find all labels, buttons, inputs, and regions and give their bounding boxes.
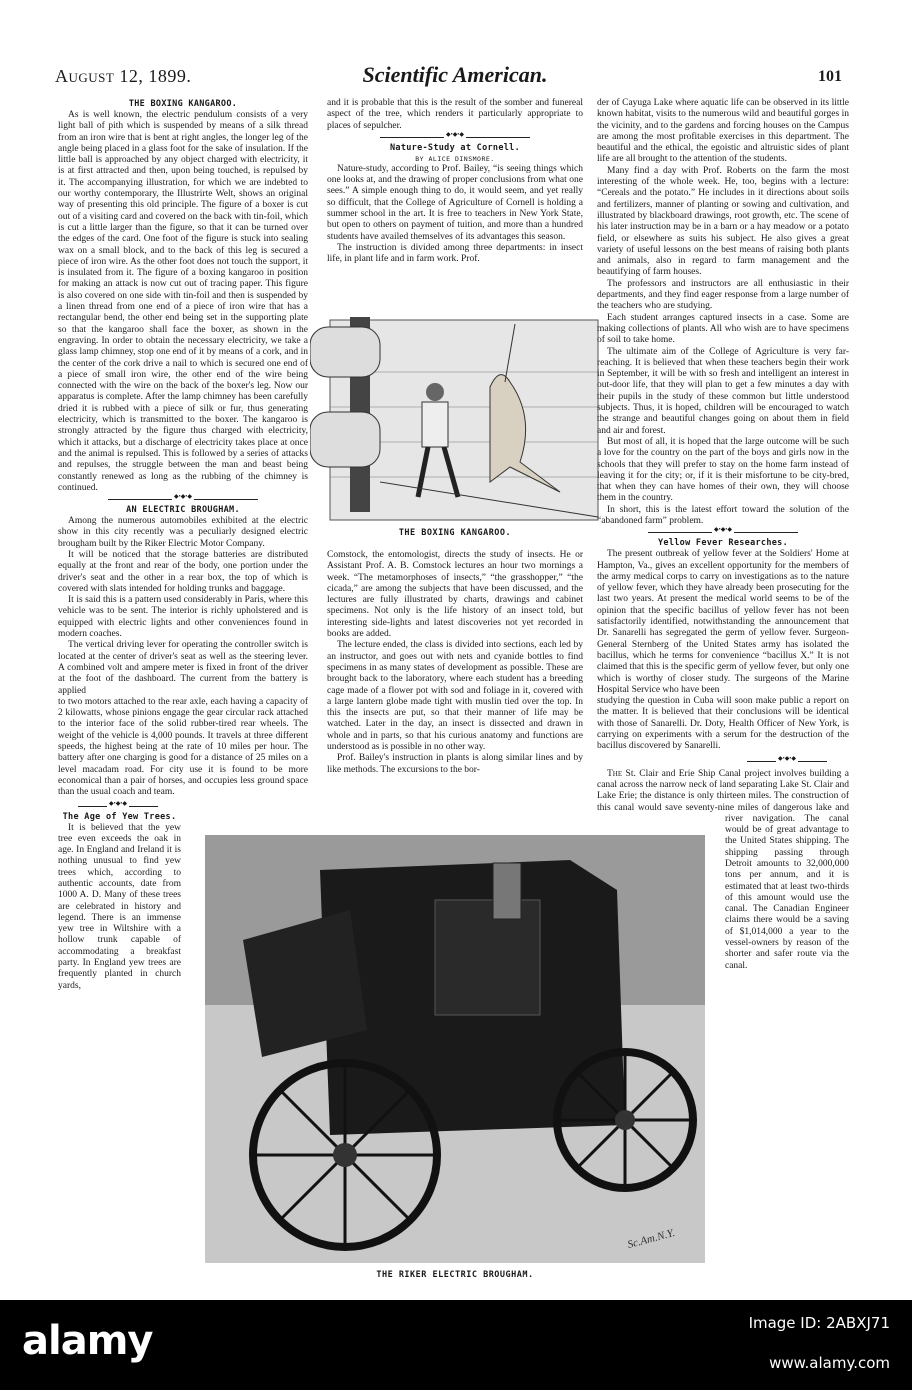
article-paragraph: The professors and instructors are all enthusiastic in their departments, and they find eager response from a large number of the teachers who are studying. xyxy=(597,278,849,312)
article-paragraph: to two motors attached to the rear axle, each having a capacity of 2 kilowatts, whose pinions engage the gear circular rack attached to the interior face of the solid rubber-tired rear wheels. The weight of the vehicle is 4,000 pounds. It travels at three different speeds, the highest being at the rate of 10 miles per hour. The battery after one charging is good for a distance of 25 miles on a level macadam road. For city use it is found to be more economical than a pair of horses, and occupies less ground space than the usual coach and team. xyxy=(58,696,308,798)
kangaroo-caption: THE BOXING KANGAROO. xyxy=(398,528,512,538)
article-paragraph: Many find a day with Prof. Roberts on the farm the most interesting of the whole week. He, too, begins with a lecture: “Cereals and the potato.” He includes in it directions about soils and fertilizers, manner of planting or sowing and cultivation, and illustrated by blackboard drawings, root growth, etc. The scene of his later instruction may be in a barn or a hay meadow or a potato field, or elsewhere as suits his subject. He also gives a great variety of useful lessons on the best means of raising both plants and animals, also in regard to farm management and the beautifying of farm houses. xyxy=(597,165,849,278)
article-title: Nature-Study at Cornell. xyxy=(389,142,521,153)
image-id: Image ID: 2ABXJ71 xyxy=(748,1314,890,1332)
photo-signature: Sc.Am.N.Y. xyxy=(625,1226,676,1252)
masthead: Scientific American. xyxy=(362,62,548,87)
byline: BY ALICE DINSMORE. xyxy=(415,154,495,163)
divider xyxy=(108,495,258,503)
article-paragraph: Among the numerous automobiles exhibited at the electric show in this city recently was a peculiarly designed electric brougham built by the Riker Electric Motor Company. xyxy=(58,516,308,549)
article-paragraph: Prof. Bailey's instruction in plants is along similar lines and by like methods. The excursions to the bor- xyxy=(327,753,583,775)
brougham-caption: THE RIKER ELECTRIC BROUGHAM. xyxy=(376,1270,534,1280)
divider xyxy=(78,802,158,810)
article-paragraph: But most of all, it is hoped that the large outcome will be such a love for the country on the part of the boys and girls now in the schools that they will prefer to stay on the home farm instead of leaving it for the city; or, if it is their misfortune to be city-bred, that when they can have homes of their own, they will choose them in the country. xyxy=(597,436,849,504)
middle-column-top xyxy=(327,98,583,308)
article-paragraph: The present outbreak of yellow fever at the Soldiers' Home at Hampton, Va., gives an excellent opportunity for the members of the army medical corps to carry on investigations as to the nature of yellow fever, which they have already been prosecuting for the last two years. At present the medical world seems to be of the opinion that the specific bacillus of yellow fever has not been satisfactorily identified, notwithstanding the announcement that Dr. Sanarelli has segregated the germ of yellow fever. Surgeon-General Sternberg of the United States army has isolated the bacillus, which he terms for convenience “bacillus X.” It is not claimed that this is the specific germ of yellow fever, but only one which is worthy of closer study. The surgeons of the Marine Hospital Service who have been xyxy=(597,549,849,695)
page-number: 101 xyxy=(818,68,842,85)
article-paragraph: In short, this is the latest effort toward the solution of the “abandoned farm” problem. xyxy=(597,504,849,526)
article-paragraph: Each student arranges captured insects in a case. Some are making collections of plants. All who wish are to have specimens of soil to take home. xyxy=(597,312,849,346)
divider xyxy=(380,133,530,141)
divider xyxy=(648,528,798,536)
article-paragraph: As is well known, the electric pendulum consists of a very light ball of pith which is suspended by means of a silk thread from an iron wire that is bent at right angles, the longer leg of the angle being placed in a glass foot for the sake of insulation. If the little ball is approached by any object charged with electricity, it is at first attracted and then, upon being touched, is repulsed by it. The accompanying illustration, for which we are indebted to our worthy contemporary, the Illustrirte Welt, shows an original way of presenting this old principle. The figure of a boxer is cut out of a visiting card and covered on the back with tin-foil, which is cut a little larger than the figure, so that it can be turned over the edges of the card. One foot of the figure is stuck into sealing wax on a small block, and to the back of this leg is secured a piece of iron wire. As the other foot does not touch the support, it is insulated from it. The figure of a boxing kangaroo in position for making an attack is now cut out of tracing paper. This figure is also covered on one side with tin-foil and then is suspended by a linen thread from one end of a piece of iron wire that has a rectangular bend, the other end being set in the supporting plate so that the kangaroo shall face the boxer, as shown in the engraving. In order to obtain the necessary electricity, we take a glass lamp chimney, stop one end of it by means of a cork, and in the center of the cork drive a nail to which is secured one end of a piece of small iron wire, the other end of the wire being connected with the wire on the back of the boxer's leg. Now our apparatus is complete. After the lamp chimney has been carefully dried it is rubbed with a piece of silk or fur, thus generating electricity, which is transmitted to the boxer. The kangaroo is strongly attracted by the figure thus charged with electricity, which it attacks, but a discharge of electricity takes place at once and the animal is repulsed. This is followed by a series of attacks and repulses, the struggle between the man and beast being constantly renewed as long as the rubbing of the chimney is continued. xyxy=(58,110,308,493)
stock-watermark-bar xyxy=(0,1300,912,1390)
boxing-kangaroo-engraving xyxy=(310,312,600,525)
divider xyxy=(747,757,827,765)
article-title: THE BOXING KANGAROO. xyxy=(128,99,238,109)
middle-column-bottom xyxy=(327,550,583,830)
article-paragraph: The lecture ended, the class is divided into sections, each led by an instructor, and goes out with nets and cyanide bottles to find specimens in as many states of development as possible. These are brought back to the laboratory, where each student has a breeding cage made of a flower pot with sod and foliage in it, covered with a large lantern globe made tight with muslin tied over the top. In this the insects are put, so that their manner of life may be watched. Later in the day, an insect is dissected and drawn in whole and in parts, so that his curious anatomy and functions are understood as is possible in no other way. xyxy=(327,640,583,753)
article-paragraph: It is believed that the yew tree even exceeds the oak in age. In England and Ireland it is nothing unusual to find yew trees which, according to authentic accounts, date from 1000 A. D. Many of these trees are celebrated in history and legend. There is an immense yew tree in Wiltshire with a hollow trunk capable of accommodating a breakfast party. In England yew trees are frequently planted in church yards, xyxy=(58,822,181,991)
article-title: AN ELECTRIC BROUGHAM. xyxy=(126,505,240,516)
canal-lead: The xyxy=(607,768,623,779)
article-paragraph: The ultimate aim of the College of Agriculture is very far-reaching. It is believed that when these teachers begin their work in September, it will be with so fresh and intelligent an interest in out-door life, that they will plan to get a few minutes a day with their pupils in the study of these common but little understood subjects. Thus, it is hoped, children will be encouraged to watch the strange and beautiful changes going on about them in field and air and forest. xyxy=(597,346,849,436)
article-paragraph: Comstock, the entomologist, directs the study of insects. He or Assistant Prof. A. B. Comstock lectures an hour two mornings a week. “The metamorphoses of insects,” “the grasshopper,” “the cicada,” are among the subjects that have been discussed, and the lectures are fully illustrated by charts, drawings and cabinet specimens. Not only is the life history of an insect told, but interesting side-lights and latest discoveries not yet recorded in books are added. xyxy=(327,550,583,640)
article-paragraph: St. Clair and Erie Ship Canal project involves building a canal across the narrow neck of land separating Lake St. Clair and Lake Erie; the distance is only thirteen miles. The construction of this canal would save seventy-nine miles of dangerous lake and river navigation. The canal would be of great advantage to the United States shipping. The shipping passing through Detroit amounts to 32,000,000 tons per annum, and it is estimated that at least two-thirds of this amount would use the canal. The Canadian Engineer claims there would be a saving of $1,014,000 a year to the vessel-owners by reason of the shorter and safer route via the canal. xyxy=(597,768,849,971)
article-title: The Age of Yew Trees. xyxy=(62,811,177,822)
site-url: www.alamy.com xyxy=(769,1354,890,1372)
article-paragraph: It will be noticed that the storage batteries are distributed equally at the front and rear of the body, one portion under the driver's seat and the other in a rear box, the top of which is covered with slats intended for holding trunks and baggage. xyxy=(58,549,308,594)
article-paragraph: der of Cayuga Lake where aquatic life can be observed in its little known habitat, visits to the numerous wild and beautiful gorges in the vicinity, and to the gardens and forcing houses on the Campus are among the most profitable exercises in this department. The beautiful and the ethical, the egoistic and altruistic sides of plant life are all brought to the attention of the students. xyxy=(597,98,849,165)
article-paragraph: Nature-study, according to Prof. Bailey, “is seeing things which one looks at, and the drawing of proper conclusions from what one sees.” A simple enough thing to do, it would seem, and yet really so difficult, that the College of Agriculture of Cornell is holding a summer school in the art. It is free to teachers in New York State, but open to others on payment of tuition, and more than a hundred students have availed themselves of its advantages this season. xyxy=(327,163,583,242)
article-paragraph: The instruction is divided among three departments: in insect life, in plant life and in farm work. Prof. xyxy=(327,242,583,265)
article-paragraph: and it is probable that this is the result of the somber and funereal aspect of the tree, which renders it particularly appropriate to places of sepulcher. xyxy=(327,98,583,131)
riker-electric-brougham-photo xyxy=(205,835,705,1263)
article-paragraph: The vertical driving lever for operating the controller switch is located at the center of driver's seat as well as the steering lever. A combined volt and ampere meter is fixed in front of the driver at the foot of the dashboard. The current from the battery is applied xyxy=(58,640,308,696)
article-paragraph: It is said this is a pattern used considerably in Paris, where this vehicle was to be sent. The interior is richly upholstered and is equipped with electric lights and other conveniences found in modern coaches. xyxy=(58,595,308,640)
issue-date: August 12, 1899. xyxy=(55,66,192,86)
article-title: Yellow Fever Researches. xyxy=(657,538,789,549)
article-paragraph: studying the question in Cuba will soon make public a report on the matter. It is believed that their conclusions will be identical with those of Sanarelli. Dr. Doty, Health Officer of New York, is carrying on experiments with a serum for the destruction of the bacillus discovered by Sanarelli. xyxy=(597,696,849,752)
alamy-logo: alamy xyxy=(22,1318,153,1364)
